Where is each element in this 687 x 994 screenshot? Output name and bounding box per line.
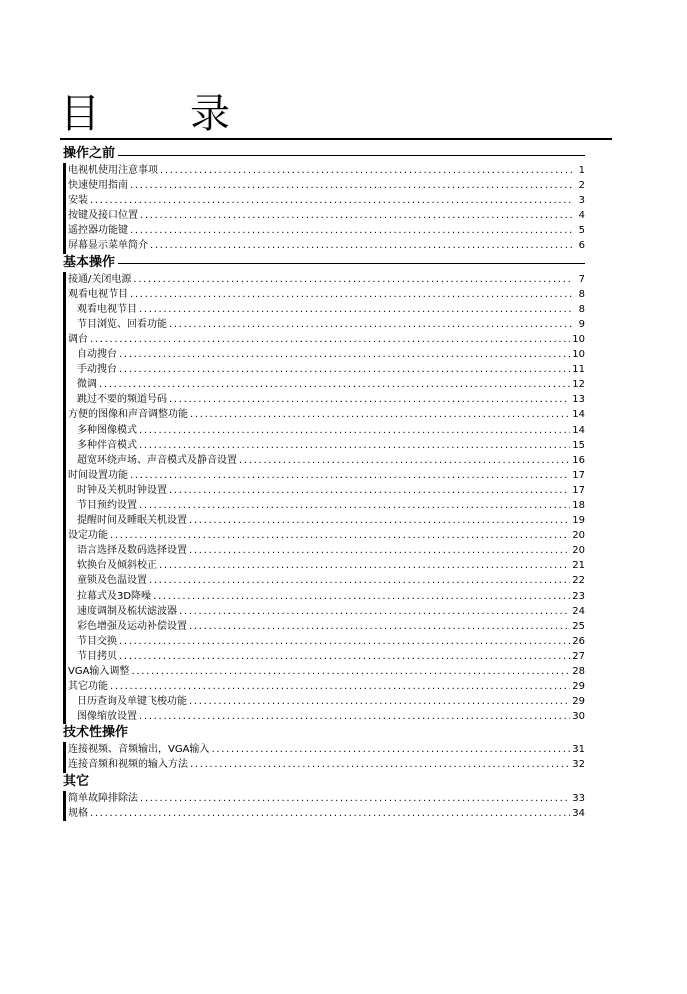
dot-leader	[119, 347, 570, 362]
toc-entry[interactable]	[68, 649, 585, 664]
toc-entry-label: 自动搜台	[77, 349, 117, 361]
toc-entry[interactable]	[68, 377, 585, 392]
section-heading	[63, 254, 585, 272]
toc-entry-page: 22	[572, 575, 585, 587]
dot-leader	[140, 208, 573, 223]
toc-entry-page: 14	[572, 424, 585, 436]
toc-entry-page: 18	[572, 499, 585, 511]
toc-entry-label: 童锁及色温设置	[77, 575, 147, 587]
toc-section	[63, 145, 585, 254]
dot-leader	[90, 806, 570, 821]
dot-leader	[133, 272, 573, 287]
toc-entry-page: 20	[572, 530, 585, 542]
toc-entry-page: 33	[572, 792, 585, 804]
toc-entry-page: 19	[572, 515, 585, 527]
dot-leader	[189, 619, 570, 634]
section-rule	[118, 263, 585, 264]
dot-leader	[99, 377, 570, 392]
dot-leader	[119, 649, 570, 664]
toc-entry-label: 观看电视节目	[77, 303, 137, 315]
dot-leader	[150, 238, 573, 253]
dot-leader	[130, 223, 573, 238]
toc-entry-label: 连接音频和视频的输入方法	[68, 759, 188, 771]
toc-entry-label: 简单故障排除法	[68, 792, 138, 804]
toc-entry-label: 图像缩放设置	[77, 711, 137, 723]
dot-leader	[159, 558, 570, 573]
section-entries	[63, 791, 585, 821]
dot-leader	[139, 302, 573, 317]
dot-leader	[90, 193, 573, 208]
toc-entry[interactable]	[68, 178, 585, 193]
toc-entry-label: 节目预约设置	[77, 499, 137, 511]
toc-entry-page: 29	[572, 696, 585, 708]
toc-entry[interactable]	[68, 742, 585, 757]
toc-entry[interactable]	[68, 407, 585, 422]
toc-entry-page: 16	[572, 454, 585, 466]
toc-entry-label: 调台	[68, 333, 88, 345]
dot-leader	[131, 664, 570, 679]
toc-entry-page: 20	[572, 545, 585, 557]
toc-entry-label: 规格	[68, 807, 88, 819]
section-heading	[63, 724, 585, 742]
toc-entry-label: 节目浏览、回看功能	[77, 318, 167, 330]
toc-entry-page: 13	[572, 394, 585, 406]
toc-entry-label: 连接视频、音频输出，VGA输入	[68, 744, 210, 756]
toc-entry[interactable]	[68, 438, 585, 453]
title-char-1: 目	[60, 91, 100, 137]
toc-entry[interactable]	[68, 634, 585, 649]
toc-entry-page: 8	[578, 288, 585, 300]
toc-entry[interactable]	[68, 208, 585, 223]
toc-entry[interactable]	[68, 679, 585, 694]
toc-entry-label: 语言选择及数码选择设置	[77, 545, 187, 557]
toc-entry-label: 节目拷贝	[77, 650, 117, 662]
toc-entry[interactable]	[68, 238, 585, 253]
dot-leader	[189, 694, 570, 709]
toc-entry-page: 14	[572, 409, 585, 421]
toc-entry-label: 超宽环绕声场、声音模式及静音设置	[77, 454, 237, 466]
toc-entry[interactable]	[68, 332, 585, 347]
toc-entry-label: 日历查询及单键飞梭功能	[77, 696, 187, 708]
section-heading-label: 技术性操作	[63, 725, 129, 741]
toc-entry-page: 7	[578, 273, 585, 285]
toc-entry[interactable]	[68, 453, 585, 468]
toc-entry-label: 方便的图像和声音调整功能	[68, 409, 188, 421]
toc-entry[interactable]	[68, 317, 585, 332]
toc-entry-label: 安装	[68, 195, 88, 207]
section-heading	[63, 145, 585, 163]
toc-entry-label: VGA输入调整	[68, 666, 130, 677]
toc-entry[interactable]	[68, 573, 585, 588]
dot-leader	[139, 498, 570, 513]
toc-entry-label: 速度调制及梳状滤波器	[77, 605, 177, 617]
toc-entry[interactable]	[68, 806, 585, 821]
toc-section	[63, 724, 585, 772]
toc-entry-page: 17	[572, 469, 585, 481]
toc-entry[interactable]	[68, 604, 585, 619]
toc-entry[interactable]	[68, 423, 585, 438]
toc-entry[interactable]	[68, 347, 585, 362]
toc-entry[interactable]	[68, 589, 585, 604]
toc-entry[interactable]	[68, 163, 585, 178]
toc-entry[interactable]	[68, 468, 585, 483]
toc-entry-label: 手动搜台	[77, 364, 117, 376]
toc-entry-label: 电视机使用注意事项	[68, 165, 158, 176]
toc-entry[interactable]	[68, 193, 585, 208]
toc-entry-page: 34	[572, 807, 585, 819]
toc-entry-label: 软换台及倾斜校正	[77, 560, 157, 572]
dot-leader	[153, 589, 570, 604]
toc-section	[63, 773, 585, 821]
dot-leader	[119, 634, 570, 649]
toc-entry-page: 23	[572, 590, 585, 602]
dot-leader	[149, 573, 570, 588]
toc-entry-page: 28	[572, 666, 585, 677]
toc-entry-page: 30	[572, 711, 585, 723]
toc-entry-label: 观看电视节目	[68, 288, 128, 300]
toc-entry-page: 26	[572, 635, 585, 647]
toc-entry[interactable]	[68, 694, 585, 709]
toc-entry-page: 12	[572, 379, 585, 391]
dot-leader	[90, 332, 570, 347]
toc-entry-page: 15	[572, 439, 585, 451]
dot-leader	[110, 679, 570, 694]
toc-entry-label: 时间设置功能	[68, 469, 128, 481]
toc-entry-label: 提醒时间及睡眠关机设置	[77, 515, 187, 527]
toc-entry-page: 10	[572, 333, 585, 345]
toc-entry-page: 9	[578, 318, 585, 330]
toc-entry-page: 27	[572, 650, 585, 662]
toc-entry-label: 快速使用指南	[68, 180, 128, 192]
dot-leader	[139, 709, 570, 724]
toc-entry-label: 设定功能	[68, 530, 108, 542]
dot-leader	[139, 423, 570, 438]
dot-leader	[189, 543, 570, 558]
toc-entry-page: 11	[572, 364, 585, 376]
section-rule	[118, 155, 585, 156]
toc-entry-label: 遥控器功能键	[68, 225, 128, 237]
toc-entry[interactable]	[68, 513, 585, 528]
toc-entry[interactable]	[68, 619, 585, 634]
toc-entry[interactable]	[68, 302, 585, 317]
toc-entry-page: 8	[578, 303, 585, 315]
toc-entry[interactable]	[68, 498, 585, 513]
toc-entry[interactable]	[68, 791, 585, 806]
toc-entry[interactable]	[68, 757, 585, 772]
toc-entry-page: 1	[578, 165, 585, 176]
toc-entry[interactable]	[68, 287, 585, 302]
dot-leader	[211, 742, 570, 757]
title-rule	[60, 138, 612, 140]
section-entries	[63, 272, 585, 725]
toc-entry-label: 屏幕显示菜单简介	[68, 240, 148, 252]
dot-leader	[160, 163, 573, 178]
toc-entry-page: 24	[572, 605, 585, 617]
toc-entry-page: 5	[578, 225, 585, 237]
toc-entry[interactable]	[68, 664, 585, 679]
dot-leader	[130, 468, 570, 483]
toc-entry[interactable]	[68, 362, 585, 377]
dot-leader	[169, 483, 570, 498]
toc-entry[interactable]	[68, 528, 585, 543]
toc-entry-page: 31	[572, 744, 585, 756]
toc-entry-label: 拉幕式及3D降噪	[77, 590, 152, 602]
toc-entry-label: 节目交换	[77, 635, 117, 647]
toc-entry-label: 彩色增强及运动补偿设置	[77, 620, 187, 632]
dot-leader	[140, 791, 570, 806]
title-char-2: 录	[190, 91, 230, 137]
toc-entry[interactable]	[68, 543, 585, 558]
toc-entry-page: 21	[572, 560, 585, 572]
toc-entry[interactable]	[68, 272, 585, 287]
section-heading-label: 操作之前	[63, 146, 116, 161]
dot-leader	[130, 287, 573, 302]
toc-entry-page: 10	[572, 349, 585, 361]
toc-entry-label: 其它功能	[68, 681, 108, 693]
toc-entry-page: 17	[572, 484, 585, 496]
dot-leader	[190, 757, 570, 772]
toc-entry[interactable]	[68, 709, 585, 724]
dot-leader	[130, 178, 573, 193]
dot-leader	[119, 362, 570, 377]
toc-entry-label: 跳过不要的频道号码	[77, 394, 167, 406]
toc-entry-page: 2	[578, 180, 585, 192]
toc-entry-page: 4	[578, 210, 585, 222]
dot-leader	[190, 407, 570, 422]
dot-leader	[139, 438, 570, 453]
toc-entry-page: 29	[572, 681, 585, 693]
dot-leader	[189, 513, 570, 528]
toc-entry-page: 3	[578, 195, 585, 207]
section-heading-label: 其它	[63, 773, 90, 789]
section-entries	[63, 163, 585, 254]
dot-leader	[110, 528, 570, 543]
dot-leader	[169, 317, 573, 332]
dot-leader	[179, 604, 570, 619]
toc-entry-label: 多种伴音模式	[77, 439, 137, 451]
table-of-contents	[63, 145, 585, 821]
toc-entry-label: 多种图像模式	[77, 424, 137, 436]
toc-entry-page: 25	[572, 620, 585, 632]
section-heading-label: 基本操作	[63, 254, 116, 270]
dot-leader	[239, 453, 570, 468]
toc-entry-label: 时钟及关机时钟设置	[77, 484, 167, 496]
toc-entry-label: 微调	[77, 379, 97, 391]
toc-section	[63, 254, 585, 725]
toc-entry-page: 6	[578, 240, 585, 252]
toc-entry[interactable]	[68, 483, 585, 498]
dot-leader	[169, 392, 570, 407]
section-heading	[63, 773, 585, 791]
toc-entry[interactable]	[68, 223, 585, 238]
toc-entry[interactable]	[68, 558, 585, 573]
toc-entry[interactable]	[68, 392, 585, 407]
toc-entry-label: 接通/关闭电源	[68, 273, 132, 285]
toc-entry-label: 按键及接口位置	[68, 210, 138, 222]
toc-entry-page: 32	[572, 759, 585, 771]
section-entries	[63, 742, 585, 772]
